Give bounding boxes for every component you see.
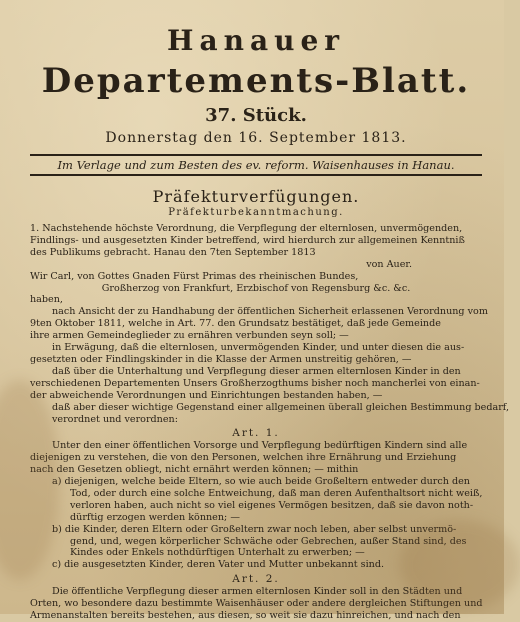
issue-number: 37. Stück. xyxy=(205,105,307,126)
section-subtitle: Präfekturbekanntmachung. xyxy=(168,207,344,218)
text-line: Die öffentliche Verpflegung dieser armen elternlosen Kinder soll in den Städten und xyxy=(52,586,463,598)
text-line: verschiedenen Departementen Unsers Großherzogthums bisher noch mancherlei von einan- xyxy=(30,377,480,389)
text-line: Orten, wo besondere dazu bestimmte Waisenhäuser oder andere dergleichen Stiftungen und xyxy=(30,598,483,610)
text-line: diejenigen zu verstehen, die von den Personen, welchen ihre Ernährung und Erziehung xyxy=(30,452,457,464)
text-line: gend, und, wegen körperlicher Schwäche oder Gebrechen, außer Stand sind, des xyxy=(70,535,467,547)
section-title: Präfekturverfügungen. xyxy=(152,187,360,206)
text-line: Armenanstalten bereits bestehen, aus diesen, so weit sie dazu hinreichen, und nach den xyxy=(30,610,461,621)
signature-line: von Auer. xyxy=(366,258,412,270)
text-line: 9ten Oktober 1811, welche in Art. 77. den Grundsatz bestätiget, daß jede Gemeinde xyxy=(30,318,441,330)
text-line: 1. Nachstehende höchste Verordnung, die Verpflegung der elternlosen, unvermögenden, xyxy=(30,223,463,234)
text-line: ihre armen Gemeindeglieder zu ernähren verbunden seyn soll; — xyxy=(30,330,349,342)
text-line: b) die Kinder, deren Eltern oder Großeltern zwar noch leben, aber selbst unvermö- xyxy=(52,523,457,535)
article-heading: Art. 1. xyxy=(232,427,280,440)
text-line: Unter den einer öffentlichen Vorsorge und Verpflegung bedürftigen Kindern sind alle xyxy=(52,440,468,452)
text-line: Findlings- und ausgesetzten Kinder betreffend, wird hierdurch zur allgemeinen Kenntniß xyxy=(30,234,465,246)
text-line: Tod, oder durch eine solche Entweichung, daß man deren Aufenthaltsort nicht weiß, xyxy=(70,487,483,499)
text-line: daß aber dieser wichtige Gegenstand einer allgemeinen überall gleichen Bestimmung bedarf, xyxy=(52,401,510,413)
text-line: verloren haben, auch nicht so viel eigenes Vermögen besitzen, daß sie davon noth- xyxy=(70,499,474,511)
text-line: nach den Gesetzen obliegt, nicht ernährt werden können; — mithin xyxy=(30,464,359,476)
text-line: Wir Carl, von Gottes Gnaden Fürst Primas des rheinischen Bundes, xyxy=(30,270,359,282)
text-line: der abweichende Verordnungen und Einrichtungen bestanden haben, — xyxy=(30,389,383,401)
text-line: in Erwägung, daß die elternlosen, unvermögenden Kinder, und unter diesen die aus- xyxy=(52,342,465,354)
text-line: c) die ausgesetzten Kinder, deren Vater und Mutter unbekannt sind. xyxy=(52,559,385,571)
text-line: daß über die Unterhaltung und Verpflegung dieser armen elternlosen Kinder in den xyxy=(52,365,461,377)
text-line: gesetzten oder Findlingskinder in die Klasse der Armen unstreitig gehören, — xyxy=(30,353,412,365)
paper-stain xyxy=(400,520,520,610)
article-heading: Art. 2. xyxy=(232,573,280,586)
masthead-title: Departements-Blatt. xyxy=(41,61,471,101)
text-line: des Publikums gebracht. Hanau den 7ten September 1813 xyxy=(30,246,316,258)
masthead-line1: Hanauer xyxy=(166,24,346,57)
text-line: a) diejenigen, welche beide Eltern, so wie auch beide Großeltern entweder durch den xyxy=(52,476,470,488)
text-line: verordnet und verordnen: xyxy=(52,413,178,425)
text-line: nach Ansicht der zu Handhabung der öffentlichen Sicherheit erlassenen Verordnung vom xyxy=(52,306,488,318)
text-line: Kindes oder Enkels nothdürftigen Unterhalt zu erwerben; — xyxy=(70,547,365,559)
text-line: Großherzog von Frankfurt, Erzbischof von Regensburg &c. &c. xyxy=(101,282,411,294)
text-line: dürftig erzogen werden können; — xyxy=(70,511,240,523)
text-line: haben, xyxy=(30,294,63,306)
issue-date: Donnerstag den 16. September 1813. xyxy=(105,130,407,146)
publisher-line: Im Verlage und zum Besten des ev. reform. Waisenhauses in Hanau. xyxy=(30,154,482,176)
